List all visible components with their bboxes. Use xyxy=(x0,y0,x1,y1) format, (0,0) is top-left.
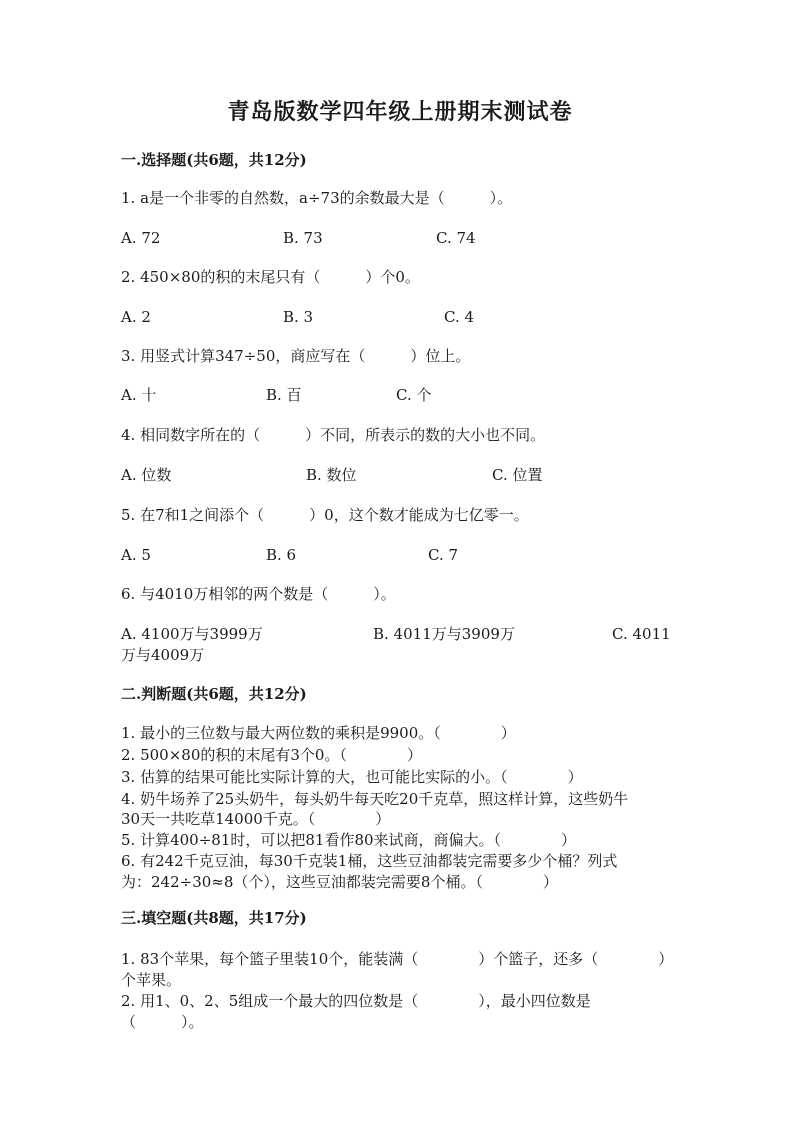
option-c: C. 4 xyxy=(444,308,475,326)
option-c-continuation: 万与4009万 xyxy=(121,646,205,664)
judge-line: 5. 计算400÷81时，可以把81看作80来试商，商偏大。（ ） xyxy=(121,831,577,849)
option-a: A. 十 xyxy=(121,386,157,404)
question-stem: 5. 在7和1之间添个（ ）0，这个数才能成为七亿零一。 xyxy=(121,506,529,524)
judge-line: 6. 有242千克豆油，每30千克装1桶，这些豆油都装完需要多少个桶？列式 xyxy=(121,852,618,870)
judge-line: 2. 500×80的积的末尾有3个0。（ ） xyxy=(121,746,422,764)
option-b: B. 73 xyxy=(283,229,323,247)
question-stem: 1. a是一个非零的自然数，a÷73的余数最大是（ ）。 xyxy=(121,189,513,207)
fill-line: 2. 用1、0、2、5组成一个最大的四位数是（ ），最小四位数是 xyxy=(121,992,591,1010)
option-c: C. 位置 xyxy=(492,466,543,484)
page-title: 青岛版数学四年级上册期末测试卷 xyxy=(227,99,573,125)
option-b: B. 百 xyxy=(266,386,302,404)
judge-line: 为：242÷30≈8（个），这些豆油都装完需要8个桶。（ ） xyxy=(121,873,558,891)
judge-line: 3. 估算的结果可能比实际计算的大，也可能比实际的小。（ ） xyxy=(121,768,583,786)
question-stem: 2. 450×80的积的末尾只有（ ）个0。 xyxy=(121,268,420,286)
section-heading-choice: 一.选择题(共6题，共12分) xyxy=(121,151,307,169)
option-a: A. 5 xyxy=(121,546,151,564)
option-c: C. 4011 xyxy=(612,625,671,643)
option-c: C. 个 xyxy=(396,386,432,404)
judge-line: 1. 最小的三位数与最大两位数的乘积是9900。（ ） xyxy=(121,724,516,742)
option-b: B. 数位 xyxy=(306,466,357,484)
fill-line: 个苹果。 xyxy=(121,971,182,989)
option-b: B. 4011万与3909万 xyxy=(373,625,515,643)
fill-line: （ ）。 xyxy=(121,1013,204,1031)
fill-line: 1. 83个苹果，每个篮子里装10个，能装满（ ）个篮子，还多（ ） xyxy=(121,950,674,968)
option-c: C. 7 xyxy=(428,546,459,564)
option-a: A. 2 xyxy=(121,308,151,326)
judge-line: 4. 奶牛场养了25头奶牛，每头奶牛每天吃20千克草，照这样计算，这些奶牛 xyxy=(121,790,629,808)
section-heading-fill: 三.填空题(共8题，共17分) xyxy=(121,909,307,927)
question-stem: 4. 相同数字所在的（ ）不同，所表示的数的大小也不同。 xyxy=(121,426,546,444)
option-b: B. 3 xyxy=(283,308,314,326)
question-stem: 3. 用竖式计算347÷50，商应写在（ ）位上。 xyxy=(121,347,471,365)
option-b: B. 6 xyxy=(266,546,297,564)
option-a: A. 位数 xyxy=(121,466,172,484)
option-a: A. 4100万与3999万 xyxy=(121,625,263,643)
section-heading-judge: 二.判断题(共6题，共12分) xyxy=(121,685,307,703)
option-a: A. 72 xyxy=(121,229,161,247)
option-c: C. 74 xyxy=(436,229,476,247)
question-stem: 6. 与4010万相邻的两个数是（ ）。 xyxy=(121,585,396,603)
judge-line: 30天一共吃草14000千克。（ ） xyxy=(121,810,391,828)
